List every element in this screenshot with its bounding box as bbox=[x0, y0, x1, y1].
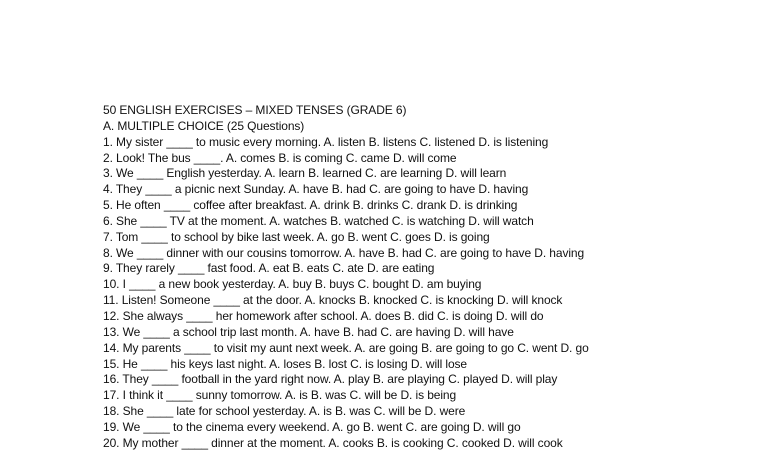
question-1: 1. My sister ____ to music every morning. A. listen B. listens C. listened D. is listening bbox=[103, 134, 549, 149]
question-11: 11. Listen! Someone ____ at the door. A. knocks B. knocked C. is knocking D. will knock bbox=[103, 293, 563, 308]
question-18: 18. She ____ late for school yesterday. A. is B. was C. will be D. were bbox=[103, 404, 466, 419]
question-5: 5. He often ____ coffee after breakfast. A. drink B. drinks C. drank D. is drinking bbox=[103, 198, 518, 213]
question-9: 9. They rarely ____ fast food. A. eat B. eats C. ate D. are eating bbox=[103, 261, 435, 276]
document-body bbox=[103, 103, 763, 452]
question-4: 4. They ____ a picnic next Sunday. A. have B. had C. are going to have D. having bbox=[103, 182, 529, 197]
question-3: 3. We ____ English yesterday. A. learn B. learned C. are learning D. will learn bbox=[103, 166, 507, 181]
question-12: 12. She always ____ her homework after school. A. does B. did C. is doing D. will do bbox=[103, 308, 544, 323]
question-7: 7. Tom ____ to school by bike last week. A. go B. went C. goes D. is going bbox=[103, 229, 490, 244]
section-heading: A. MULTIPLE CHOICE (25 Questions) bbox=[103, 118, 305, 133]
question-20: 20. My mother ____ dinner at the moment. A. cooks B. is cooking C. cooked D. will cook bbox=[103, 435, 563, 450]
question-8: 8. We ____ dinner with our cousins tomorrow. A. have B. had C. are going to have D. having bbox=[103, 245, 585, 260]
question-19: 19. We ____ to the cinema every weekend. A. go B. went C. are going D. will go bbox=[103, 419, 521, 434]
document-title: 50 ENGLISH EXERCISES – MIXED TENSES (GRADE 6) bbox=[103, 103, 407, 117]
question-16: 16. They ____ football in the yard right now. A. play B. are playing C. played D. will play bbox=[103, 372, 558, 387]
question-10: 10. I ____ a new book yesterday. A. buy B. buys C. bought D. am buying bbox=[103, 277, 482, 292]
question-17: 17. I think it ____ sunny tomorrow. A. is B. was C. will be D. is being bbox=[103, 388, 457, 403]
question-14: 14. My parents ____ to visit my aunt next week. A. are going B. are going to go C. went D. go bbox=[103, 340, 589, 355]
question-2: 2. Look! The bus ____. A. comes B. is coming C. came D. will come bbox=[103, 150, 457, 165]
question-15: 15. He ____ his keys last night. A. loses B. lost C. is losing D. will lose bbox=[103, 356, 468, 371]
question-13: 13. We ____ a school trip last month. A. have B. had C. are having D. will have bbox=[103, 324, 514, 339]
question-6: 6. She ____ TV at the moment. A. watches B. watched C. is watching D. will watch bbox=[103, 213, 534, 228]
